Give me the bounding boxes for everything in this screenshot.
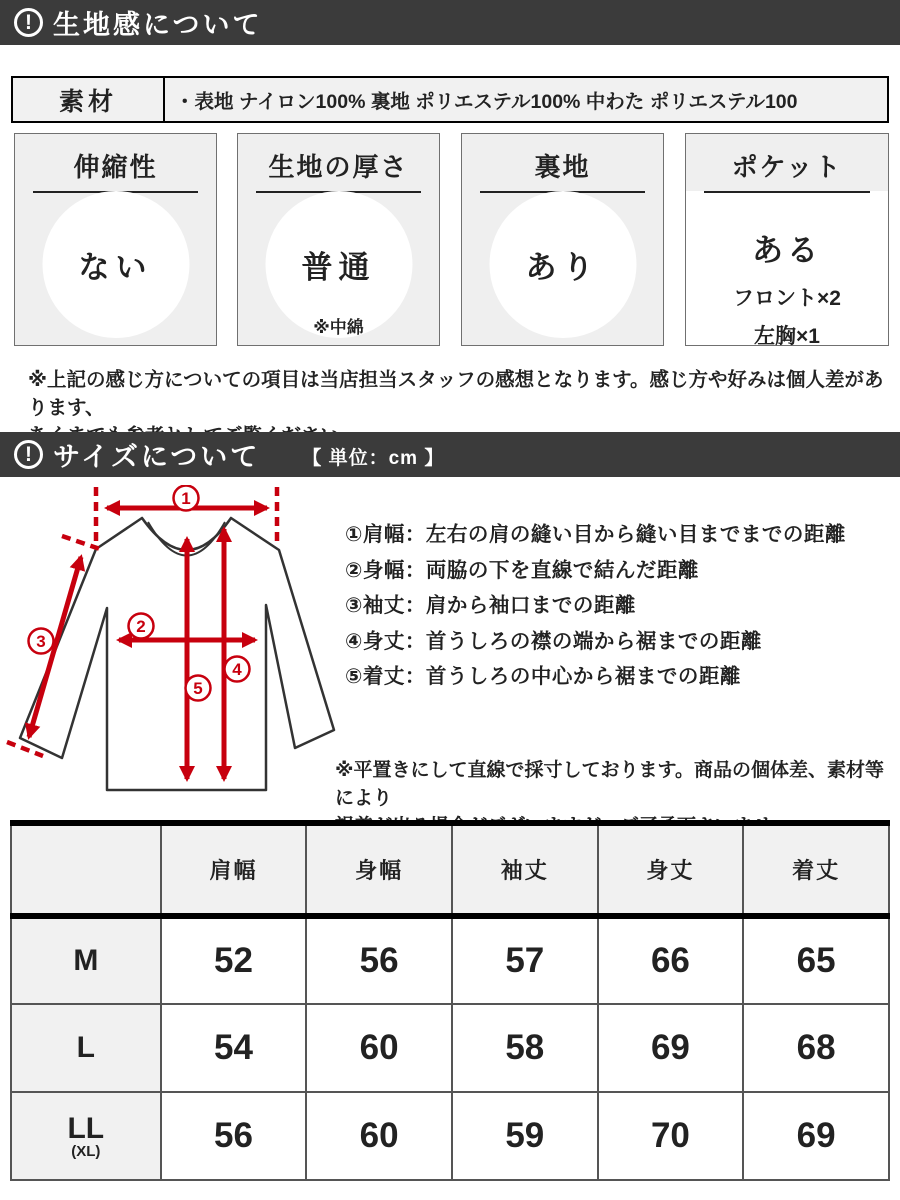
header-cell-bodylength: 身丈 — [598, 823, 744, 916]
size-table-header-row — [11, 823, 889, 916]
pocket-detail-front: フロント×2 — [733, 287, 841, 310]
section-title-fabric: 生地感について — [53, 10, 263, 40]
value-cell: 54 — [161, 1004, 307, 1092]
alert-icon: ! — [14, 440, 43, 469]
value-cell: 52 — [161, 916, 307, 1004]
value-cell: 70 — [598, 1092, 744, 1180]
size-label-main: LL — [67, 1112, 105, 1145]
value-cell: 68 — [743, 1004, 889, 1092]
attribute-box-thickness — [237, 133, 440, 346]
measure-label-1: 1 — [181, 489, 191, 508]
material-value: ・表地 ナイロン100% 裏地 ポリエステル100% 中わた ポリエステル100 — [175, 90, 798, 113]
measurement-item-chest: ②身幅：両脇の下を直線で結んだ距離 — [345, 558, 699, 582]
measurement-item-shoulder: ①肩幅：左右の肩の縫い目から縫い目までまでの距離 — [345, 523, 846, 546]
attribute-title: 裏地 — [534, 152, 591, 182]
size-row-m — [11, 916, 889, 1004]
measurement-list — [345, 517, 846, 695]
value-cell: 58 — [452, 1004, 598, 1092]
pocket-detail-chest: 左胸×1 — [754, 325, 820, 348]
value-cell: 56 — [161, 1092, 307, 1180]
value-cell: 69 — [598, 1004, 744, 1092]
measurement-item-sleeve: ③袖丈：肩から袖口までの距離 — [345, 594, 636, 617]
disclaimer-fabric-line1: ※上記の感じ方についての項目は当店担当スタッフの感想となります。感じ方や好みは個人差があります、 — [28, 369, 884, 419]
attribute-value: あり — [525, 250, 600, 285]
shirt-measurement-diagram — [5, 485, 340, 810]
size-label: L — [11, 1004, 161, 1092]
alert-icon: ! — [14, 8, 43, 37]
size-row-ll — [11, 1092, 889, 1180]
unit-label: 【 単位：cm 】 — [302, 448, 445, 469]
section-header-size — [0, 432, 900, 477]
attribute-box-stretch — [14, 133, 217, 346]
value-cell: 60 — [306, 1004, 452, 1092]
section-title-size: サイズについて — [53, 442, 261, 472]
measure-label-2: 2 — [136, 617, 146, 636]
header-cell-chest: 身幅 — [306, 823, 452, 916]
attribute-note: ※中綿 — [313, 318, 364, 337]
value-cell: 69 — [743, 1092, 889, 1180]
header-cell-shoulder: 肩幅 — [161, 823, 307, 916]
value-cell: 56 — [306, 916, 452, 1004]
attribute-title: ポケット — [731, 152, 843, 182]
size-label: M — [11, 916, 161, 1004]
measure-label-4: 4 — [232, 660, 242, 679]
size-row-l — [11, 1004, 889, 1092]
attribute-title: 生地の厚さ — [268, 152, 409, 182]
section-header-fabric — [0, 0, 900, 45]
attribute-circle — [489, 191, 636, 338]
value-cell: 60 — [306, 1092, 452, 1180]
measure-label-5: 5 — [193, 679, 203, 698]
shirt-outline — [20, 518, 334, 790]
size-label-sub: (XL) — [71, 1143, 101, 1160]
value-cell: 65 — [743, 916, 889, 1004]
size-table — [10, 820, 890, 1181]
value-cell: 59 — [452, 1092, 598, 1180]
size-label — [11, 1092, 161, 1180]
header-cell-empty — [11, 823, 161, 916]
attribute-title: 伸縮性 — [73, 152, 158, 182]
attribute-box-pocket — [685, 133, 889, 346]
value-cell: 57 — [452, 916, 598, 1004]
measurement-item-bodylength: ④身丈：首うしろの襟の端から裾までの距離 — [345, 629, 762, 653]
attribute-value: ない — [78, 250, 153, 285]
material-row — [11, 76, 889, 123]
measure-label-3: 3 — [36, 632, 46, 651]
title-underline — [704, 191, 870, 193]
attribute-box-lining — [461, 133, 664, 346]
material-label: 素材 — [13, 78, 165, 121]
attribute-value: ある — [752, 233, 822, 268]
header-cell-backlength: 着丈 — [743, 823, 889, 916]
measurement-item-backlength: ⑤着丈：首うしろの中心から裾までの距離 — [345, 665, 741, 688]
disclaimer-size-line1: ※平置きにして直線で採寸しております。商品の個体差、素材等により — [335, 760, 884, 809]
header-cell-sleeve: 袖丈 — [452, 823, 598, 916]
attribute-circle — [42, 191, 189, 338]
value-cell: 66 — [598, 916, 744, 1004]
attribute-value: 普通 — [301, 250, 376, 285]
